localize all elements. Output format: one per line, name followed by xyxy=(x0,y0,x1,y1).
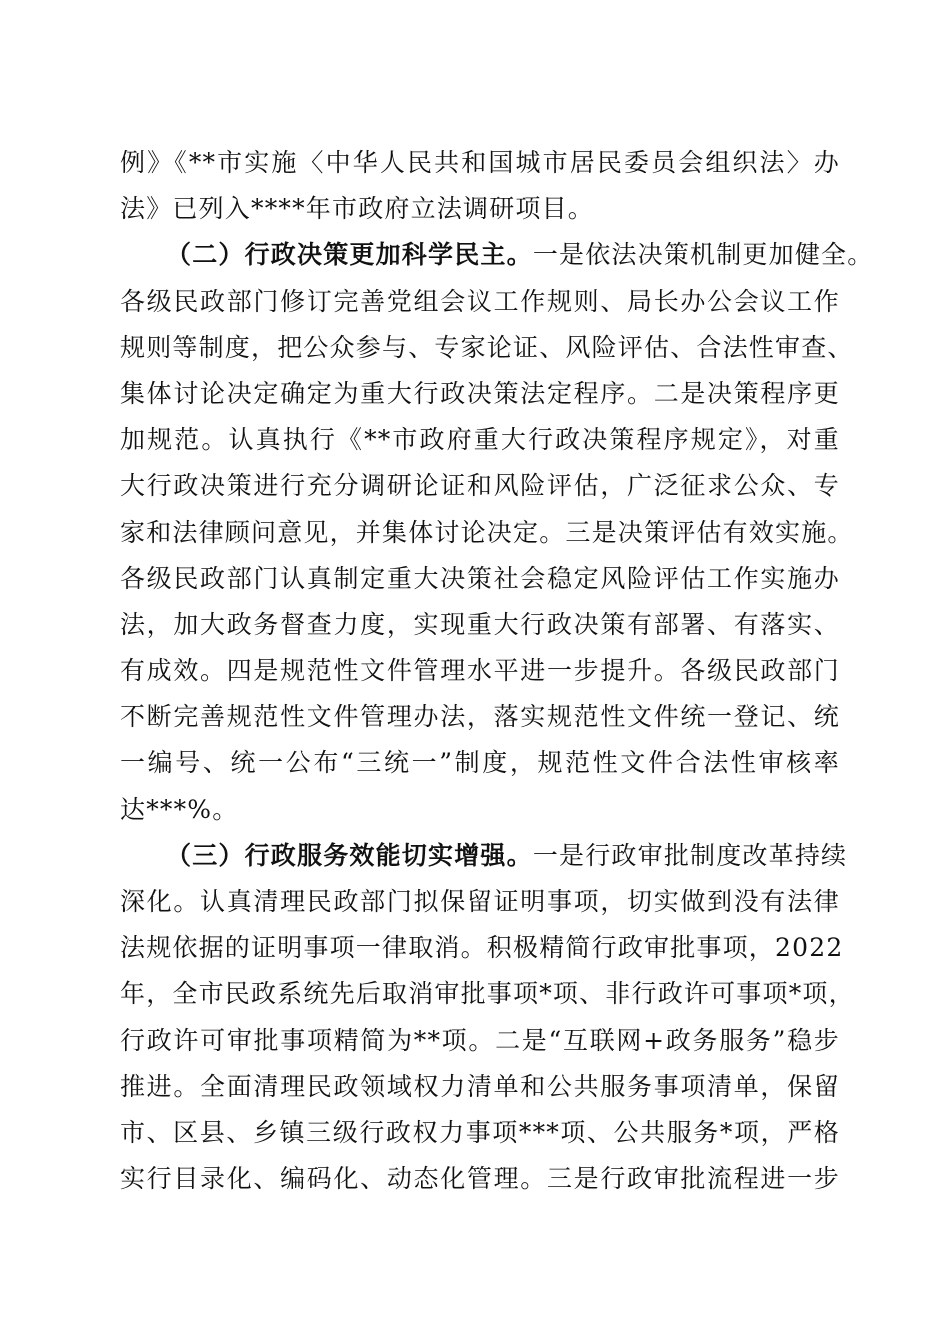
paragraph-3-line-7: 市、区县、乡镇三级行政权力事项***项、公共服务*项，严格 xyxy=(120,1117,840,1147)
paragraph-3-line-2: 深化。认真清理民政部门拟保留证明事项，切实做到没有法律 xyxy=(120,887,840,916)
paragraph-3-line-3: 法规依据的证明事项一律取消。积极精简行政审批事项，2022 xyxy=(120,933,844,963)
paragraph-2-line-13: 达***%。 xyxy=(120,794,239,824)
paragraph-2-line-6: 大行政决策进行充分调研论证和风险评估，广泛征求公众、专 xyxy=(120,471,840,501)
paragraph-1-line-2: 法》已列入****年市政府立法调研项目。 xyxy=(120,194,595,224)
paragraph-3-first-line-rest: 一是行政审批制度改革持续 xyxy=(532,840,848,870)
paragraph-2-line-12: 一编号、统一公布“三统一”制度，规范性文件合法性审核率 xyxy=(120,748,840,778)
paragraph-2-line-4: 集体讨论决定确定为重大行政决策法定程序。二是决策程序更 xyxy=(120,378,840,408)
paragraph-2-first-line-rest: 一是依法决策机制更加健全。 xyxy=(532,240,874,270)
paragraph-3-heading: （三）行政服务效能切实增强。 xyxy=(166,840,533,870)
paragraph-2-line-7: 家和法律顾问意见，并集体讨论决定。三是决策评估有效实施。 xyxy=(120,517,854,547)
paragraph-2-line-10: 有成效。四是规范性文件管理水平进一步提升。各级民政部门 xyxy=(120,656,840,686)
paragraph-3-line-6: 推进。全面清理民政领域权力清单和公共服务事项清单，保留 xyxy=(120,1071,840,1101)
paragraph-1-line-1: 例》《**市实施〈中华人民共和国城市居民委员会组织法〉办 xyxy=(120,148,840,177)
paragraph-2-line-3: 规则等制度，把公众参与、专家论证、风险评估、合法性审查、 xyxy=(120,332,854,362)
paragraph-2-line-9: 法，加大政务督查力度，实现重大行政决策有部署、有落实、 xyxy=(120,609,840,639)
paragraph-2-line-5: 加规范。认真执行《**市政府重大行政决策程序规定》，对重 xyxy=(120,425,840,455)
paragraph-3-line-8: 实行目录化、编码化、动态化管理。三是行政审批流程进一步 xyxy=(120,1164,840,1194)
paragraph-3-line-5: 行政许可审批事项精简为**项。二是“互联网+政务服务”稳步 xyxy=(120,1025,840,1055)
paragraph-2-line-8: 各级民政部门认真制定重大决策社会稳定风险评估工作实施办 xyxy=(120,563,840,593)
paragraph-2-heading: （二）行政决策更加科学民主。 xyxy=(166,240,533,270)
paragraph-2-line-2: 各级民政部门修订完善党组会议工作规则、局长办公会议工作 xyxy=(120,286,840,316)
paragraph-3-line-1 xyxy=(120,833,848,879)
document-body xyxy=(120,140,874,1202)
paragraph-3-line-4: 年，全市民政系统先后取消审批事项*项、非行政许可事项*项， xyxy=(120,979,855,1009)
paragraph-2-line-1 xyxy=(120,232,874,278)
paragraph-2-line-11: 不断完善规范性文件管理办法，落实规范性文件统一登记、统 xyxy=(120,702,840,732)
